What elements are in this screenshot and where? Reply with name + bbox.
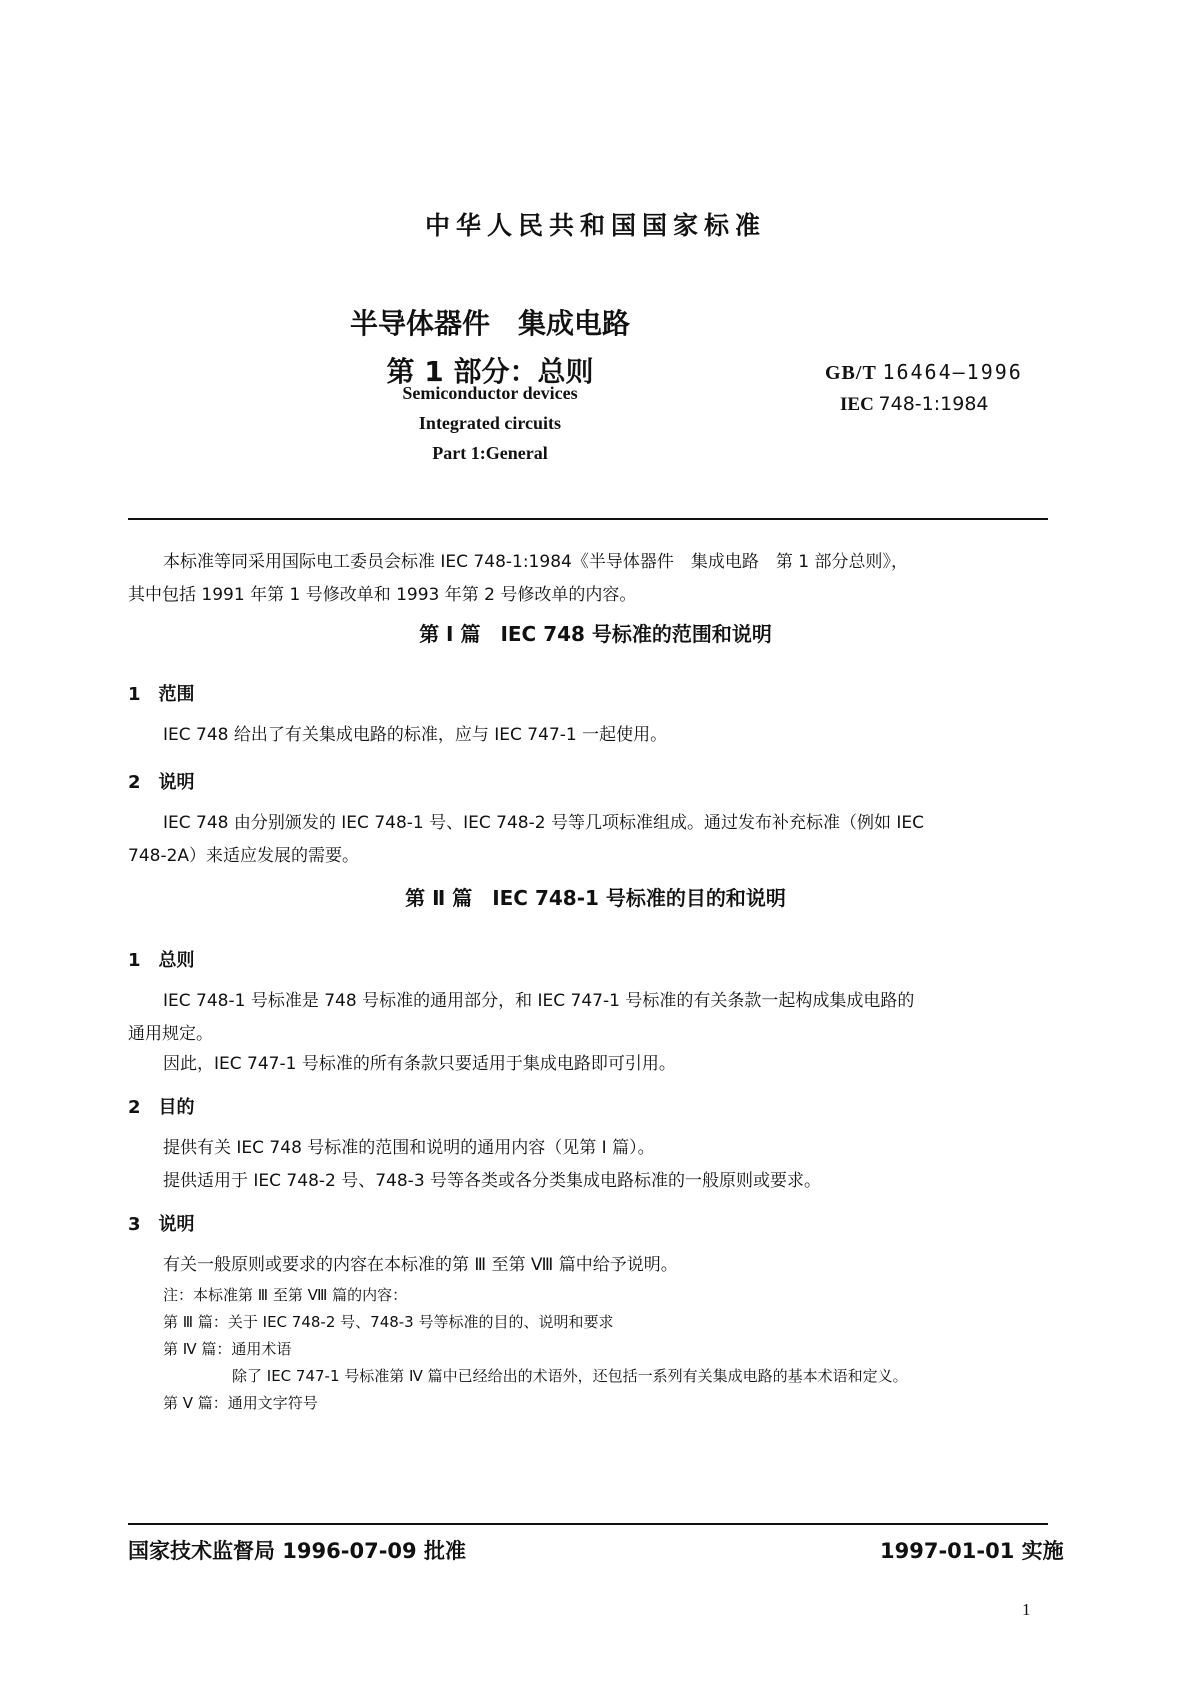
part1-heading: 第 Ⅰ 篇 IEC 748 号标准的范围和说明: [419, 622, 772, 646]
iec-number: 748-1:1984: [878, 393, 989, 415]
iec-standard-number: [840, 393, 989, 416]
part2-sec1-line1: IEC 748-1 号标准是 748 号标准的通用部分，和 IEC 747-1 号标准的有关条款一起构成集成电路的: [163, 991, 915, 1011]
note-item-part5: 第 Ⅴ 篇：通用文字符号: [163, 1394, 318, 1412]
part2-sec3-line1: 有关一般原则或要求的内容在本标准的第 Ⅲ 至第 Ⅷ 篇中给予说明。: [163, 1255, 678, 1275]
part2-sec2-title: 2 目的: [128, 1097, 195, 1118]
implementation-date: 1997-01-01 实施: [880, 1539, 1064, 1563]
title-en-line1: Semiconductor devices: [402, 383, 578, 403]
gb-standard-number: [825, 360, 1023, 385]
part2-sec1-title: 1 总则: [128, 950, 195, 971]
intro-line2: 其中包括 1991 年第 1 号修改单和 1993 年第 2 号修改单的内容。: [128, 585, 637, 605]
title-cn-line1: 半导体器件 集成电路: [349, 307, 630, 340]
note-item-part4: 第 Ⅳ 篇：通用术语: [163, 1340, 292, 1358]
part2-sec2-line2: 提供适用于 IEC 748-2 号、748-3 号等各类或各分类集成电路标准的一般原则或要求。: [163, 1171, 822, 1191]
iec-prefix: IEC: [840, 394, 874, 415]
gb-number: 16464—1996: [882, 360, 1023, 384]
part1-sec1-title: 1 范围: [128, 684, 195, 705]
title-en-line2: Integrated circuits: [418, 413, 562, 433]
header-divider: [128, 518, 1048, 520]
approval-date: 国家技术监督局 1996-07-09 批准: [128, 1539, 466, 1563]
part2-sec3-title: 3 说明: [128, 1214, 195, 1235]
page-number: 1: [1022, 1600, 1031, 1619]
note-item-part3: 第 Ⅲ 篇：关于 IEC 748-2 号、748-3 号等标准的目的、说明和要求: [163, 1313, 614, 1331]
part1-sec2-line1: IEC 748 由分别颁发的 IEC 748-1 号、IEC 748-2 号等几项标准组成。通过发布补充标准（例如 IEC: [163, 813, 924, 833]
gb-prefix: GB/T: [825, 362, 877, 384]
title-cn-line2: 第 1 部分：总则: [386, 355, 594, 388]
title-en-line3: Part 1:General: [432, 443, 548, 463]
note-label: 注：本标准第 Ⅲ 至第 Ⅷ 篇的内容：: [163, 1286, 408, 1304]
intro-line1: 本标准等同采用国际电工委员会标准 IEC 748-1:1984《半导体器件 集成电路 第 1 部分总则》，: [163, 552, 908, 572]
part1-sec1-text: IEC 748 给出了有关集成电路的标准，应与 IEC 747-1 一起使用。: [163, 725, 668, 745]
part2-sec2-line1: 提供有关 IEC 748 号标准的范围和说明的通用内容（见第 Ⅰ 篇）。: [163, 1138, 655, 1158]
part2-sec1-line2: 通用规定。: [128, 1024, 213, 1044]
note-item-part4-desc: 除了 IEC 747-1 号标准第 Ⅳ 篇中已经给出的术语外，还包括一系列有关集成电路的基本术语和定义。: [232, 1367, 908, 1385]
part2-sec1-line3: 因此，IEC 747-1 号标准的所有条款只要适用于集成电路即可引用。: [163, 1054, 676, 1074]
national-standard-heading: 中华人民共和国国家标准: [424, 211, 766, 240]
part1-sec2-line2: 748-2A）来适应发展的需要。: [128, 846, 360, 866]
part2-heading: 第 Ⅱ 篇 IEC 748-1 号标准的目的和说明: [405, 886, 786, 910]
part1-sec2-title: 2 说明: [128, 772, 195, 793]
footer-divider: [128, 1523, 1048, 1525]
